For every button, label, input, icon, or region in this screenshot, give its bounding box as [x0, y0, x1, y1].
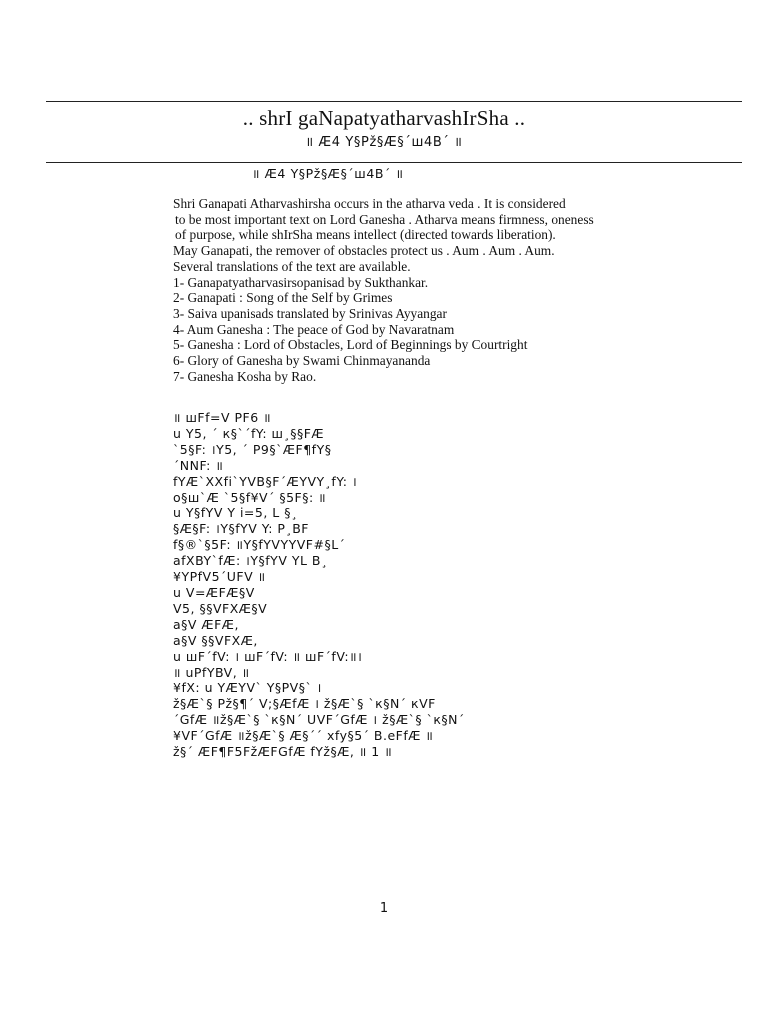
section-heading-garbled: ॥ Æ4 Y§Pž§Æ§´ш4B´ ॥ [252, 166, 404, 181]
verse-line: `5§F: ।Y5, ´ P9§`ÆF¶fY§ [173, 441, 332, 457]
verse-line: §Æ§F: ।Y§fYV Y: P¸BF [173, 521, 309, 537]
intro-line: of purpose, while shIrSha means intellect (directed towards liberation). [175, 227, 556, 243]
verse-line: V5, §§VFXÆ§V [173, 600, 268, 616]
verse-line: ´NNF: ॥ [173, 457, 224, 473]
translation-item: 2- Ganapati : Song of the Self by Grimes [173, 290, 393, 306]
page-title: .. shrI gaNapatyatharvashIrSha .. [242, 106, 526, 130]
verse-line: ¥fX: u YÆYV` Y§PV§` । [173, 680, 322, 696]
verse-line: ž§´ ÆF¶F5FžÆFGfÆ fYž§Æ, ॥ 1 ॥ [173, 744, 393, 760]
title-devanagari-garbled: ॥ Æ4 Y§Pž§Æ§´ш4B´ ॥ [305, 135, 463, 150]
intro-line: Shri Ganapati Atharvashirsha occurs in the atharva veda . It is considered [173, 196, 566, 211]
verse-line: ॥ uPfYBV, ॥ [173, 664, 250, 680]
translation-item: 4- Aum Ganesha : The peace of God by Navaratnam [173, 321, 455, 337]
verse-line: ¥YPfV5´UFV ॥ [173, 569, 266, 585]
verse-block [173, 410, 693, 760]
intro-line: Several translations of the text are available. [173, 258, 411, 274]
title-divider [46, 162, 742, 163]
verse-line: u Y5, ´ к§`´fY: ш¸§§FÆ [173, 425, 325, 441]
verse-line: ž§Æ`§ Pž§¶´ V;§ÆfÆ । ž§Æ`§ `к§N´ кVF [173, 696, 436, 712]
translation-item: 1- Ganapatyatharvasirsopanisad by Sukthankar. [173, 274, 429, 290]
verse-line: ¥VF´GfÆ ॥ž§Æ`§ Æ§´´ xfy§5´ B.eFfÆ ॥ [173, 728, 434, 744]
verse-line: u V=ÆFÆ§V [173, 584, 255, 600]
verse-line: afXBY`fÆ: ।Y§fYV YL B¸ [173, 553, 328, 569]
translation-item: 6- Glory of Ganesha by Swami Chinmayananda [173, 353, 431, 369]
intro-paragraph [173, 196, 703, 384]
translation-item: 7- Ganesha Kosha by Rao. [173, 368, 317, 384]
verse-line: ॥ шFf=V PF6 ॥ [173, 410, 272, 425]
page-number: 1 [379, 901, 389, 916]
verse-line: fYÆ`XXfi`YVB§F´ÆYVY¸fY: । [173, 473, 358, 489]
verse-line: a§V ÆFÆ, [173, 616, 239, 632]
verse-line: o§ш`Æ `5§f¥V´ §5F§: ॥ [173, 489, 327, 505]
translation-item: 3- Saiva upanisads translated by Srinivas Ayyangar [173, 305, 447, 321]
verse-line: ´GfÆ ॥ž§Æ`§ `к§N´ UVF´GfÆ । ž§Æ`§ `к§N´ [173, 712, 465, 728]
verse-line: a§V §§VFXÆ, [173, 632, 258, 648]
verse-line: f§®`§5F: ॥Y§fYVYYVF#§L´ [173, 537, 346, 553]
intro-line: to be most important text on Lord Ganesha . Atharva means firmness, oneness [175, 211, 594, 227]
intro-line: May Ganapati, the remover of obstacles protect us . Aum . Aum . Aum. [173, 243, 555, 259]
top-rule [46, 101, 742, 102]
translation-item: 5- Ganesha : Lord of Obstacles, Lord of Beginnings by Courtright [173, 337, 528, 353]
verse-line: u Y§fYV Y i=5, L §¸ [173, 505, 298, 521]
verse-line: u шF´fV: । шF´fV: ॥ шF´fV:॥। [173, 648, 363, 664]
